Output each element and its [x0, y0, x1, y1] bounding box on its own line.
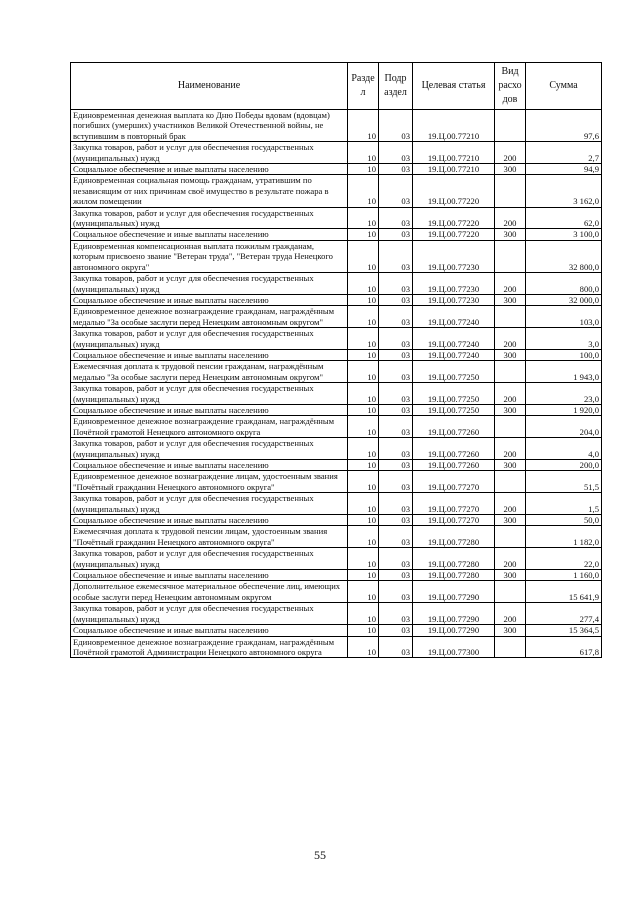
cell-subsection: 03: [379, 175, 413, 207]
cell-name: Социальное обеспечение и иные выплаты населению: [71, 460, 348, 471]
cell-section: 10: [348, 328, 379, 350]
cell-section: 10: [348, 493, 379, 515]
cell-subsection: 03: [379, 515, 413, 526]
cell-type: [495, 636, 526, 658]
cell-type: 300: [495, 570, 526, 581]
cell-type: 200: [495, 328, 526, 350]
page-number: 55: [314, 848, 326, 862]
cell-name: Единовременное денежное вознаграждение гражданам, награждённым Почётной грамотой Администрации Ненецкого автономного округа: [71, 636, 348, 658]
cell-type: 300: [495, 460, 526, 471]
cell-target: 19.Ц.00.77230: [413, 294, 495, 305]
cell-sum: 204,0: [526, 416, 602, 438]
cell-type: 200: [495, 493, 526, 515]
cell-sum: 1 182,0: [526, 526, 602, 548]
cell-name: Социальное обеспечение и иные выплаты населению: [71, 229, 348, 240]
table-row: [71, 493, 602, 515]
cell-type: [495, 526, 526, 548]
cell-sum: 617,8: [526, 636, 602, 658]
cell-sum: 4,0: [526, 438, 602, 460]
cell-sum: 100,0: [526, 349, 602, 360]
cell-type: [495, 175, 526, 207]
budget-table: [70, 62, 602, 658]
cell-target: 19.Ц.00.77270: [413, 493, 495, 515]
cell-sum: 2,7: [526, 142, 602, 164]
cell-subsection: 03: [379, 164, 413, 175]
cell-section: 10: [348, 164, 379, 175]
document-page: [70, 62, 601, 658]
table-header-row: [71, 63, 602, 110]
cell-target: 19.Ц.00.77270: [413, 471, 495, 493]
cell-section: 10: [348, 636, 379, 658]
table-row: [71, 273, 602, 295]
cell-name: Единовременное денежное вознаграждение лицам, удостоенным звания "Почётный гражданин Ненецкого автономного округа": [71, 471, 348, 493]
table-body: [71, 110, 602, 658]
cell-subsection: 03: [379, 110, 413, 142]
cell-subsection: 03: [379, 142, 413, 164]
cell-name: Социальное обеспечение и иные выплаты населению: [71, 294, 348, 305]
cell-target: 19.Ц.00.77280: [413, 548, 495, 570]
cell-section: 10: [348, 471, 379, 493]
cell-subsection: 03: [379, 416, 413, 438]
cell-target: 19.Ц.00.77300: [413, 636, 495, 658]
table-row: [71, 328, 602, 350]
cell-sum: 1 160,0: [526, 570, 602, 581]
cell-section: 10: [348, 294, 379, 305]
cell-subsection: 03: [379, 625, 413, 636]
cell-section: 10: [348, 416, 379, 438]
cell-subsection: 03: [379, 328, 413, 350]
cell-sum: 32 800,0: [526, 240, 602, 272]
cell-section: 10: [348, 603, 379, 625]
table-row: [71, 515, 602, 526]
table-row: [71, 526, 602, 548]
cell-target: 19.Ц.00.77260: [413, 460, 495, 471]
table-row: [71, 404, 602, 415]
cell-type: 200: [495, 383, 526, 405]
cell-subsection: 03: [379, 294, 413, 305]
cell-sum: 800,0: [526, 273, 602, 295]
cell-section: 10: [348, 526, 379, 548]
table-row: [71, 207, 602, 229]
cell-name: Закупка товаров, работ и услуг для обеспечения государственных (муниципальных) нужд: [71, 548, 348, 570]
cell-target: 19.Ц.00.77240: [413, 328, 495, 350]
cell-section: 10: [348, 142, 379, 164]
cell-target: 19.Ц.00.77240: [413, 306, 495, 328]
cell-target: 19.Ц.00.77280: [413, 570, 495, 581]
header-target: Целевая статья: [413, 63, 495, 110]
header-sum: Сумма: [526, 63, 602, 110]
table-row: [71, 548, 602, 570]
cell-name: Социальное обеспечение и иные выплаты населению: [71, 625, 348, 636]
cell-target: 19.Ц.00.77220: [413, 229, 495, 240]
cell-section: 10: [348, 361, 379, 383]
cell-target: 19.Ц.00.77240: [413, 349, 495, 360]
table-row: [71, 460, 602, 471]
cell-section: 10: [348, 229, 379, 240]
cell-sum: 15 364,5: [526, 625, 602, 636]
cell-name: Закупка товаров, работ и услуг для обеспечения государственных (муниципальных) нужд: [71, 493, 348, 515]
cell-subsection: 03: [379, 548, 413, 570]
cell-name: Закупка товаров, работ и услуг для обеспечения государственных (муниципальных) нужд: [71, 142, 348, 164]
cell-subsection: 03: [379, 349, 413, 360]
table-row: [71, 383, 602, 405]
cell-type: 300: [495, 229, 526, 240]
cell-subsection: 03: [379, 273, 413, 295]
cell-target: 19.Ц.00.77210: [413, 164, 495, 175]
cell-target: 19.Ц.00.77250: [413, 404, 495, 415]
cell-section: 10: [348, 207, 379, 229]
cell-sum: 15 641,9: [526, 581, 602, 603]
cell-section: 10: [348, 515, 379, 526]
cell-type: [495, 471, 526, 493]
cell-target: 19.Ц.00.77290: [413, 581, 495, 603]
cell-subsection: 03: [379, 636, 413, 658]
cell-target: 19.Ц.00.77210: [413, 110, 495, 142]
cell-section: 10: [348, 240, 379, 272]
cell-name: Закупка товаров, работ и услуг для обеспечения государственных (муниципальных) нужд: [71, 438, 348, 460]
cell-type: 300: [495, 294, 526, 305]
cell-sum: 1 920,0: [526, 404, 602, 415]
cell-sum: 22,0: [526, 548, 602, 570]
cell-subsection: 03: [379, 460, 413, 471]
table-row: [71, 471, 602, 493]
cell-target: 19.Ц.00.77230: [413, 273, 495, 295]
cell-subsection: 03: [379, 404, 413, 415]
table-row: [71, 110, 602, 142]
cell-sum: 32 000,0: [526, 294, 602, 305]
cell-sum: 3 100,0: [526, 229, 602, 240]
cell-name: Единовременная денежная выплата ко Дню Победы вдовам (вдовцам) погибших (умерших) участников Великой Отечественной войны, не вступившим в повторный брак: [71, 110, 348, 142]
cell-subsection: 03: [379, 207, 413, 229]
cell-type: 200: [495, 142, 526, 164]
cell-sum: 200,0: [526, 460, 602, 471]
cell-section: 10: [348, 438, 379, 460]
cell-subsection: 03: [379, 229, 413, 240]
cell-name: Ежемесячная доплата к трудовой пенсии лицам, удостоенным звания "Почётный гражданин Ненецкого автономного округа": [71, 526, 348, 548]
cell-sum: 103,0: [526, 306, 602, 328]
cell-target: 19.Ц.00.77250: [413, 361, 495, 383]
cell-name: Единовременная компенсационная выплата пожилым гражданам, которым присвоено звание "Ветеран труда", "Ветеран труда Ненецкого автономного округа": [71, 240, 348, 272]
cell-section: 10: [348, 625, 379, 636]
table-row: [71, 142, 602, 164]
cell-sum: 62,0: [526, 207, 602, 229]
cell-type: [495, 240, 526, 272]
table-row: [71, 294, 602, 305]
cell-type: [495, 416, 526, 438]
cell-sum: 23,0: [526, 383, 602, 405]
cell-type: 300: [495, 625, 526, 636]
cell-sum: 51,5: [526, 471, 602, 493]
cell-type: 200: [495, 548, 526, 570]
cell-name: Ежемесячная доплата к трудовой пенсии гражданам, награждённым медалью "За особые заслуги перед Ненецким автономным округом": [71, 361, 348, 383]
table-row: [71, 164, 602, 175]
cell-type: [495, 361, 526, 383]
cell-section: 10: [348, 383, 379, 405]
cell-name: Социальное обеспечение и иные выплаты населению: [71, 515, 348, 526]
cell-name: Закупка товаров, работ и услуг для обеспечения государственных (муниципальных) нужд: [71, 328, 348, 350]
cell-subsection: 03: [379, 306, 413, 328]
cell-target: 19.Ц.00.77220: [413, 207, 495, 229]
cell-subsection: 03: [379, 493, 413, 515]
cell-name: Социальное обеспечение и иные выплаты населению: [71, 164, 348, 175]
cell-sum: 97,6: [526, 110, 602, 142]
table-row: [71, 306, 602, 328]
table-row: [71, 175, 602, 207]
cell-name: Закупка товаров, работ и услуг для обеспечения государственных (муниципальных) нужд: [71, 207, 348, 229]
cell-target: 19.Ц.00.77260: [413, 438, 495, 460]
cell-subsection: 03: [379, 581, 413, 603]
cell-type: 200: [495, 603, 526, 625]
cell-type: 300: [495, 515, 526, 526]
cell-name: Единовременное денежное вознаграждение гражданам, награждённым медалью "За особые заслуги перед Ненецким автономным округом": [71, 306, 348, 328]
table-row: [71, 636, 602, 658]
table-row: [71, 349, 602, 360]
cell-name: Социальное обеспечение и иные выплаты населению: [71, 404, 348, 415]
cell-subsection: 03: [379, 603, 413, 625]
cell-sum: 94,9: [526, 164, 602, 175]
cell-type: 300: [495, 349, 526, 360]
cell-section: 10: [348, 349, 379, 360]
cell-name: Закупка товаров, работ и услуг для обеспечения государственных (муниципальных) нужд: [71, 273, 348, 295]
header-type: Вид расхо дов: [495, 63, 526, 110]
cell-target: 19.Ц.00.77290: [413, 603, 495, 625]
cell-section: 10: [348, 404, 379, 415]
cell-type: [495, 110, 526, 142]
cell-section: 10: [348, 460, 379, 471]
cell-name: Социальное обеспечение и иные выплаты населению: [71, 570, 348, 581]
cell-subsection: 03: [379, 438, 413, 460]
cell-type: 200: [495, 273, 526, 295]
header-section: Разде л: [348, 63, 379, 110]
cell-sum: 277,4: [526, 603, 602, 625]
table-row: [71, 570, 602, 581]
cell-type: [495, 306, 526, 328]
cell-subsection: 03: [379, 240, 413, 272]
cell-section: 10: [348, 548, 379, 570]
cell-sum: 3,0: [526, 328, 602, 350]
cell-subsection: 03: [379, 361, 413, 383]
cell-type: [495, 581, 526, 603]
cell-sum: 1,5: [526, 493, 602, 515]
cell-type: 300: [495, 404, 526, 415]
cell-name: Дополнительное ежемесячное материальное обеспечение лиц, имеющих особые заслуги перед Ненецким автономным округом: [71, 581, 348, 603]
cell-target: 19.Ц.00.77230: [413, 240, 495, 272]
table-row: [71, 229, 602, 240]
cell-subsection: 03: [379, 526, 413, 548]
cell-section: 10: [348, 175, 379, 207]
cell-sum: 50,0: [526, 515, 602, 526]
cell-name: Единовременное денежное вознаграждение гражданам, награждённым Почётной грамотой Ненецкого автономного округа: [71, 416, 348, 438]
cell-section: 10: [348, 306, 379, 328]
table-row: [71, 438, 602, 460]
cell-target: 19.Ц.00.77280: [413, 526, 495, 548]
cell-sum: 3 162,0: [526, 175, 602, 207]
cell-target: 19.Ц.00.77260: [413, 416, 495, 438]
cell-target: 19.Ц.00.77210: [413, 142, 495, 164]
cell-target: 19.Ц.00.77290: [413, 625, 495, 636]
table-row: [71, 240, 602, 272]
cell-type: 200: [495, 438, 526, 460]
cell-name: Закупка товаров, работ и услуг для обеспечения государственных (муниципальных) нужд: [71, 603, 348, 625]
cell-section: 10: [348, 570, 379, 581]
table-row: [71, 625, 602, 636]
cell-name: Единовременная социальная помощь гражданам, утратившим по независящим от них причинам своё имущество в результате пожара в жилом помещении: [71, 175, 348, 207]
cell-name: Закупка товаров, работ и услуг для обеспечения государственных (муниципальных) нужд: [71, 383, 348, 405]
table-row: [71, 603, 602, 625]
cell-section: 10: [348, 273, 379, 295]
table-row: [71, 581, 602, 603]
cell-section: 10: [348, 110, 379, 142]
header-name: Наименование: [71, 63, 348, 110]
cell-target: 19.Ц.00.77220: [413, 175, 495, 207]
cell-subsection: 03: [379, 471, 413, 493]
table-row: [71, 416, 602, 438]
cell-type: 300: [495, 164, 526, 175]
cell-name: Социальное обеспечение и иные выплаты населению: [71, 349, 348, 360]
cell-target: 19.Ц.00.77270: [413, 515, 495, 526]
cell-section: 10: [348, 581, 379, 603]
cell-subsection: 03: [379, 383, 413, 405]
cell-subsection: 03: [379, 570, 413, 581]
table-row: [71, 361, 602, 383]
cell-target: 19.Ц.00.77250: [413, 383, 495, 405]
cell-sum: 1 943,0: [526, 361, 602, 383]
header-subsection: Подр аздел: [379, 63, 413, 110]
cell-type: 200: [495, 207, 526, 229]
